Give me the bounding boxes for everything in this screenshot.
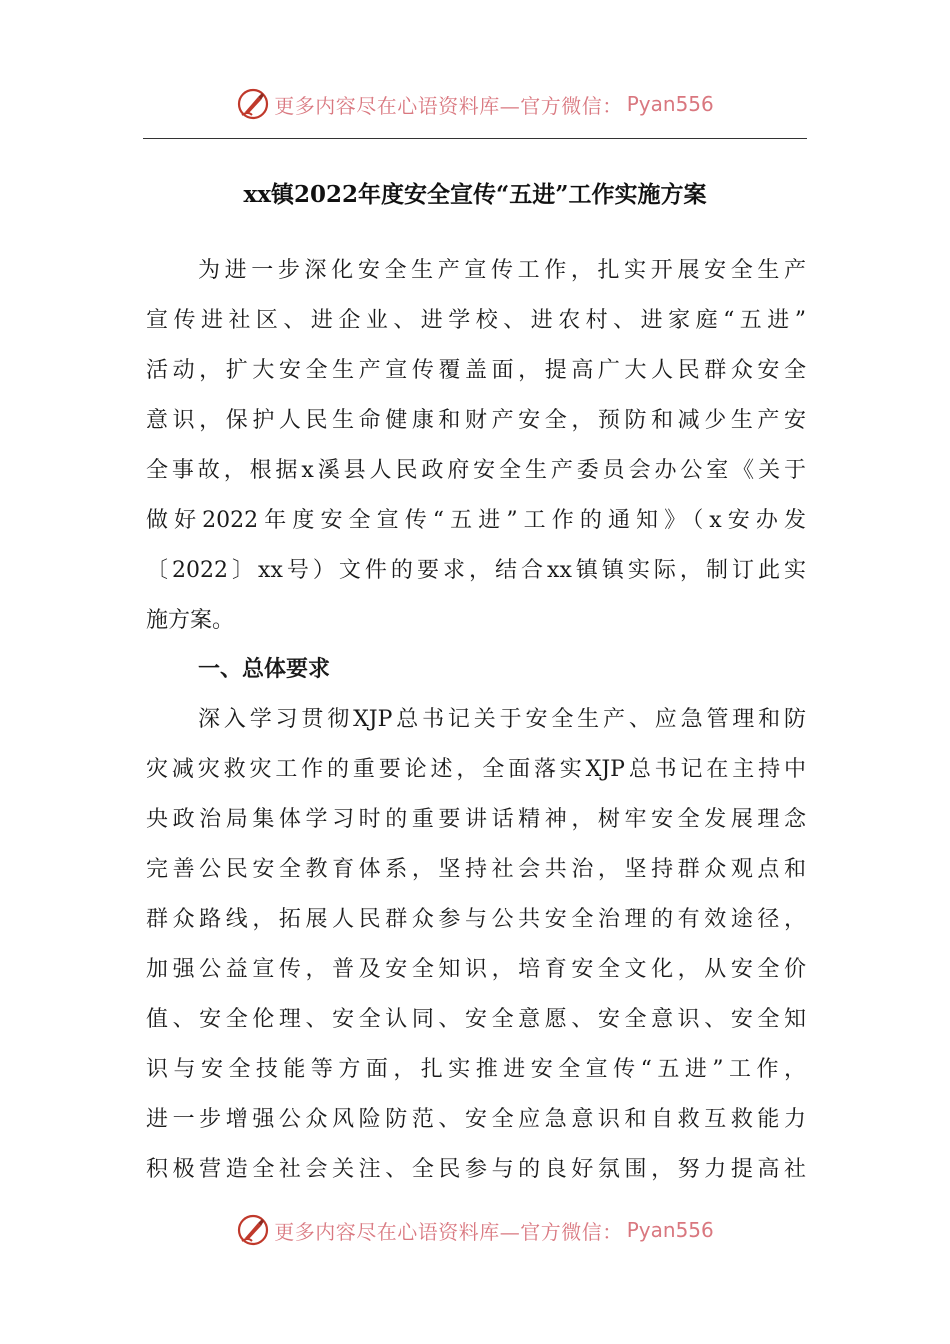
watermark-wechat-id: Pyan556	[626, 1218, 714, 1242]
section-line: 央政治局集体学习时的重要讲话精神，树牢安全发展理念	[146, 807, 806, 832]
pen-logo-icon	[236, 87, 270, 121]
intro-line: 宣传进社区、进企业、进学校、进农村、进家庭“五进”	[146, 308, 806, 333]
section-line: 积极营造全社会关注、全民参与的良好氛围，努力提高社	[146, 1157, 806, 1182]
intro-line: 做好2022年度安全宣传“五进”工作的通知》（x安办发	[146, 508, 806, 533]
watermark-text: 更多内容尽在心语资料库—官方微信：	[274, 1219, 623, 1244]
intro-line: 活动，扩大安全生产宣传覆盖面，提高广大人民群众安全	[146, 358, 806, 383]
watermark-wechat-id: Pyan556	[626, 92, 714, 116]
section-line: 值、安全伦理、安全认同、安全意愿、安全意识、安全知	[146, 1007, 806, 1032]
document-title: xx镇2022年度安全宣传“五进”工作实施方案	[243, 181, 707, 208]
intro-line: 全事故，根据x溪县人民政府安全生产委员会办公室《关于	[146, 458, 806, 483]
pen-logo-icon	[236, 1213, 270, 1247]
intro-line: 〔2022〕xx号）文件的要求，结合xx镇镇实际，制订此实	[146, 558, 806, 583]
section-line: 进一步增强公众风险防范、安全应急意识和自救互救能力	[146, 1107, 806, 1132]
intro-line: 为进一步深化安全生产宣传工作，扎实开展安全生产	[198, 258, 806, 283]
footer-watermark	[0, 1210, 950, 1250]
header-watermark	[0, 84, 950, 124]
intro-line: 施方案。	[146, 608, 235, 633]
section-line: 加强公益宣传，普及安全知识，培育安全文化，从安全价	[146, 957, 806, 982]
section-line: 识与安全技能等方面，扎实推进安全宣传“五进”工作，	[146, 1057, 806, 1082]
section-line: 深入学习贯彻XJP总书记关于安全生产、应急管理和防	[198, 707, 806, 732]
section-heading: 一、总体要求	[198, 657, 331, 682]
section-line: 群众路线，拓展人民群众参与公共安全治理的有效途径，	[146, 907, 806, 932]
header-divider	[143, 138, 807, 139]
intro-line: 意识，保护人民生命健康和财产安全，预防和减少生产安	[146, 408, 806, 433]
section-line: 完善公民安全教育体系，坚持社会共治，坚持群众观点和	[146, 857, 806, 882]
section-line: 灾减灾救灾工作的重要论述，全面落实XJP总书记在主持中	[146, 757, 806, 782]
watermark-text: 更多内容尽在心语资料库—官方微信：	[274, 93, 623, 118]
